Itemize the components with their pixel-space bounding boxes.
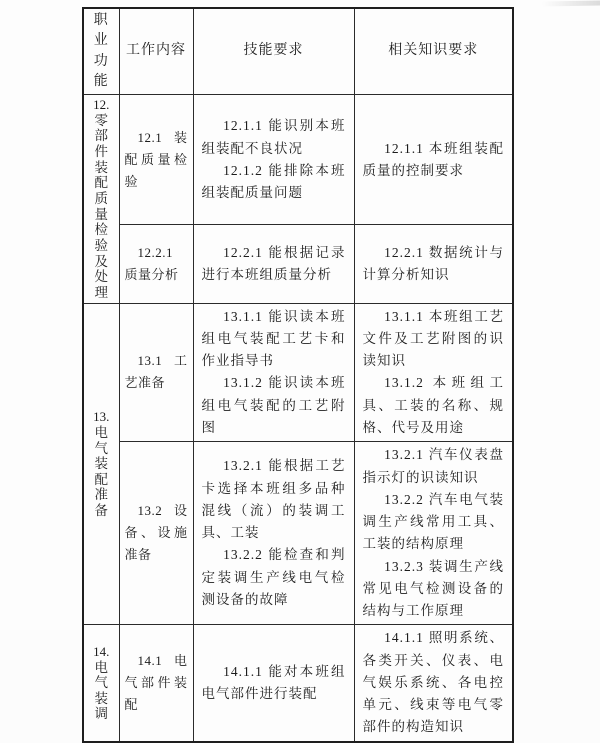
skill-item: 13.2.1 能根据工艺卡选择本班组多品种混线（流）的装调工具、工装: [201, 458, 346, 541]
skill-item: 12.1.1 能识别本班组装配不良状况: [201, 118, 346, 156]
work-item: 14.1 电气部件装配: [124, 652, 188, 713]
work-cell-12-2: [119, 225, 193, 303]
function-number: 12.: [93, 97, 110, 113]
knowledge-item: 13.2.2 汽车电气装调生产线常用工具、工装的结构原理: [362, 491, 504, 552]
knowledge-item: 14.1.1 照明系统、各类开关、仪表、电气娱乐系统、各电控单元、线束等电气零部件的构造知识: [362, 630, 504, 735]
work-cell-14-1: [119, 625, 193, 742]
skill-item: 14.1.1 能对本班组电气部件进行装配: [201, 663, 346, 702]
table-row-14-1: [83, 625, 513, 742]
function-number: 14.: [93, 643, 110, 659]
skill-item: 12.2.1 能根据记录进行本班组质量分析: [201, 244, 346, 283]
function-label: 电气装配准备: [94, 424, 108, 519]
table-header-row: [83, 8, 513, 95]
work-cell-13-1: [119, 303, 193, 442]
scan-artifact: [542, 0, 600, 6]
skills-cell-13-1: [193, 303, 354, 442]
knowledge-cell-13-1: [354, 303, 513, 442]
table-row-12-1: [83, 95, 513, 225]
col-header-skills: 技能要求: [193, 8, 354, 95]
knowledge-item: 12.1.1 本班组装配质量的控制要求: [362, 140, 504, 178]
function-cell-12: [83, 95, 119, 303]
work-item: 12.2.1 质量分析: [124, 244, 179, 283]
skills-cell-12-1: [193, 95, 354, 225]
work-item: 13.1 工艺准备: [124, 353, 188, 391]
knowledge-item: 13.1.1 本班组工艺文件及工艺附图的识读知识: [362, 308, 504, 369]
knowledge-cell-13-2: [354, 442, 513, 625]
skills-cell-12-2: [193, 225, 354, 303]
skills-cell-14-1: [193, 625, 354, 742]
knowledge-cell-12-1: [354, 95, 513, 225]
knowledge-cell-12-2: [354, 225, 513, 303]
skill-standard-table: [82, 7, 514, 743]
skills-cell-13-2: [193, 442, 354, 625]
knowledge-cell-14-1: [354, 625, 513, 742]
table-row-12-2: [83, 225, 513, 303]
col-header-knowledge: 相关知识要求: [354, 8, 513, 95]
function-label: 电气装调: [94, 659, 108, 722]
work-item: 13.2 设备、设施准备: [124, 503, 188, 563]
col-header-function: 职业功能: [83, 8, 119, 95]
col-header-work: 工作内容: [119, 8, 193, 95]
work-cell-12-1: [119, 95, 193, 225]
knowledge-item: 13.2.1 汽车仪表盘指示灯的识读知识: [362, 447, 504, 485]
skill-item: 13.1.1 能识读本班组电气装配工艺卡和作业指导书: [201, 308, 346, 369]
table-row-13-2: [83, 442, 513, 625]
skill-item: 13.2.2 能检查和判定装调生产线电气检测设备的故障: [201, 547, 346, 607]
skill-item: 12.1.2 能排除本班组装配质量问题: [201, 162, 346, 201]
function-cell-13: [83, 303, 119, 625]
knowledge-item: 13.1.2 本班组工具、工装的名称、规格、代号及用途: [362, 375, 504, 435]
function-number: 13.: [93, 409, 110, 425]
work-item: 12.1 装配质量检验: [124, 129, 188, 189]
table-row-13-1: [83, 303, 513, 442]
knowledge-item: 13.2.3 装调生产线常见电气检测设备的结构与工作原理: [362, 558, 504, 619]
function-cell-14: [83, 625, 119, 742]
knowledge-item: 12.2.1 数据统计与计算分析知识: [362, 244, 504, 283]
skill-item: 13.1.2 能识读本班组电气装配的工艺附图: [201, 375, 346, 435]
work-cell-13-2: [119, 442, 193, 625]
function-label: 零部件装配质量检验及处理: [94, 112, 108, 300]
